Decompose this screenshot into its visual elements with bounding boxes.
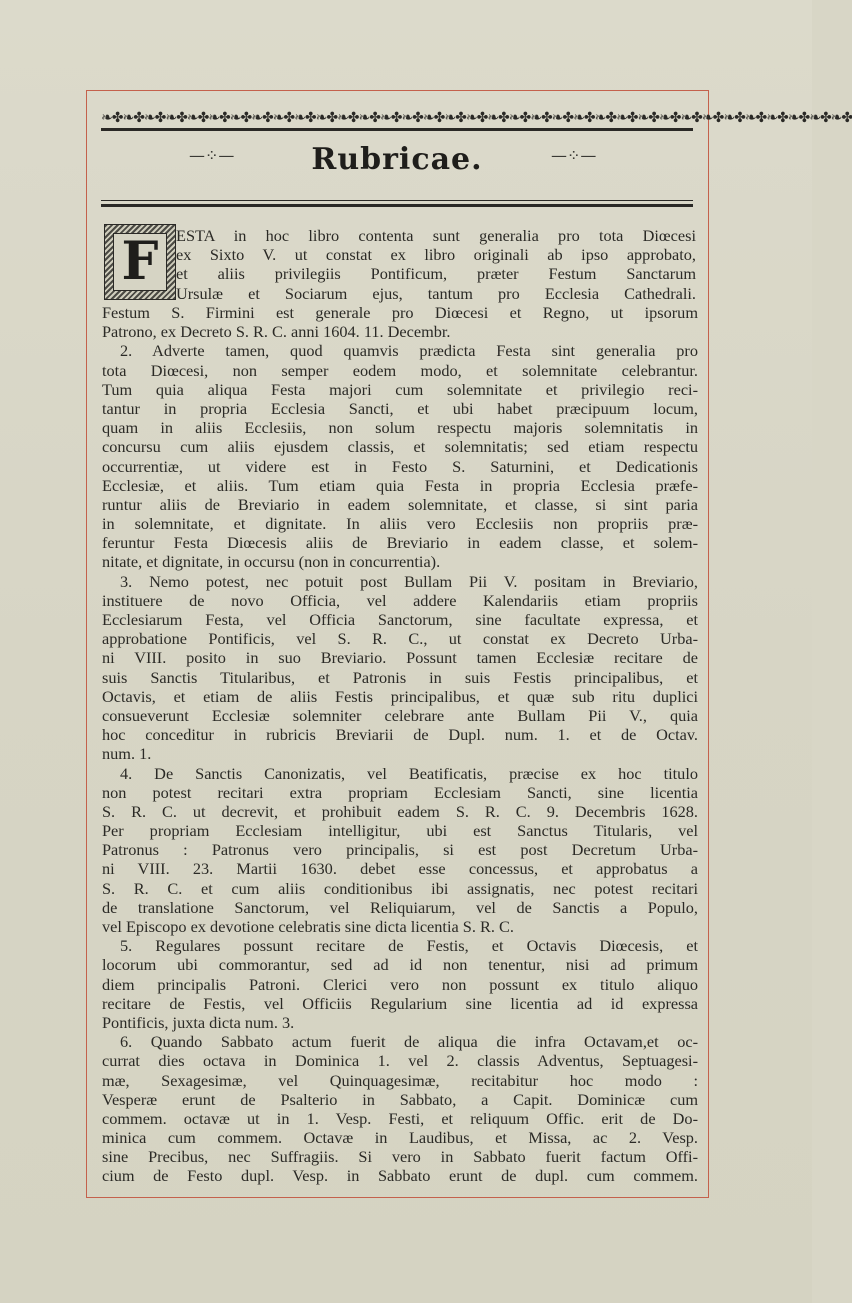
text-line: 3. Nemo potest, nec potuit post Bullam Pii V. positam in Breviario,	[120, 571, 698, 591]
text-line: approbatione Pontificis, vel S. R. C., ut constat ex Decreto Urba-	[102, 629, 698, 649]
text-line: Ursulæ et Sociarum ejus, tantum pro Ecclesia Cathedrali.	[176, 283, 696, 303]
text-line: cium de Festo dupl. Vesp. in Sabbato erunt de dupl. cum commem.	[102, 1166, 698, 1186]
text-line: ni VIII. 23. Martii 1630. debet esse concessus, et approbatus a	[102, 859, 698, 879]
text-line: instituere de novo Officia, vel addere Kalendariis etiam propriis	[102, 590, 698, 610]
text-line: Per propriam Ecclesiam intelligitur, ubi est Sanctus Titularis, vel	[102, 821, 698, 841]
text-line: feruntur Festa Diœcesis aliis de Breviario in eadem classe, et solem-	[102, 533, 698, 553]
text-line: non potest recitari extra propriam Ecclesiam Sancti, sine licentia	[102, 782, 698, 802]
text-line: de translatione Sanctorum, vel Reliquiarum, vel de Sanctis a Populo,	[102, 897, 698, 917]
text-line: Festum S. Firmini est generale pro Diœcesi et Regno, ut ipsorum	[102, 303, 698, 322]
text-line: mæ, Sexagesimæ, vel Quinquagesimæ, recitabitur hoc modo :	[102, 1070, 698, 1090]
text-line: quam in aliis Ecclesiis, non solum respectu majoris solemnitatis in	[102, 418, 698, 438]
text-line: tantur in propria Ecclesia Sancti, et ubi habet præcipuum locum,	[102, 398, 698, 418]
text-line: diem principalis Patroni. Clerici vero non possunt ex titulo aliquo	[102, 974, 698, 994]
text-line: concursu cum aliis ejusdem classis, et solemnitatis; sed etiam respectu	[102, 437, 698, 457]
text-line: num. 1.	[102, 744, 152, 764]
text-line: hoc conceditur in rubricis Breviarii de Dupl. num. 1. et de Octav.	[102, 725, 698, 745]
text-line: sine Precibus, nec Suffragiis. Si vero in Sabbato fuerit factum Offi-	[102, 1147, 698, 1167]
text-line: currat dies octava in Dominica 1. vel 2. classis Adventus, Septuagesi-	[102, 1051, 698, 1071]
text-line: 4. De Sanctis Canonizatis, vel Beatificatis, præcise ex hoc titulo	[120, 763, 698, 783]
text-line: recitare de Festis, vel Officiis Regularium sine licentia ad id expressa	[102, 993, 698, 1013]
text-line: Patrono, ex Decreto S. R. C. anni 1604. 11. Decembr.	[102, 322, 451, 342]
header-rule-top	[101, 128, 693, 131]
text-line: nitate, et dignitate, in occursu (non in concurrentia).	[102, 552, 441, 572]
header-rule-bottom-thick	[101, 204, 693, 207]
text-line: occurrentiæ, ut videre est in Festo S. Saturnini, et Dedicationis	[102, 456, 698, 476]
text-line: Ecclesiæ, et aliis. Tum etiam quia Festa in propria Ecclesia præfe-	[102, 475, 698, 495]
text-line: Ecclesiarum Festa, vel Officia Sanctorum, sine facultate expressa, et	[102, 610, 698, 629]
text-line: vel Episcopo ex devotione celebratis sine dicta licentia S. R. C.	[102, 917, 514, 936]
text-line: locorum ubi commorantur, sed ad id non tenentur, nisi ad primum	[102, 955, 698, 975]
decorated-initial	[104, 224, 176, 300]
text-line: et aliis privilegiis Pontificum, præter Festum Sanctarum	[176, 264, 696, 284]
text-line: consueverunt Ecclesiæ solemniter celebrare ante Bullam Pii V., quia	[102, 705, 698, 725]
text-line: 6. Quando Sabbato actum fuerit de aliqua die infra Octavam,et oc-	[120, 1032, 698, 1052]
right-flourish-icon: —⁘—	[551, 146, 597, 165]
first-paragraph	[176, 226, 696, 303]
text-line: Tum quia aliqua Festa majori cum solemnitate et privilegio reci-	[102, 379, 698, 399]
text-line: ex Sixto V. ut constat ex libro originali ab ipso approbato,	[176, 245, 696, 265]
text-line: S. R. C. et cum aliis conditionibus ibi assignatis, nec potest recitari	[102, 878, 698, 898]
initial-letter: F	[113, 233, 167, 291]
title-row	[101, 140, 693, 180]
text-line: 5. Regulares possunt recitare de Festis, et Octavis Diœcesis, et	[120, 936, 698, 956]
page-title: Rubricae.	[311, 142, 483, 177]
text-line: Patronus : Patronus vero principalis, si est post Decretum Urba-	[102, 840, 698, 860]
text-line: Pontificis, juxta dicta num. 3.	[102, 1012, 295, 1032]
header-rule-bottom-thin	[101, 200, 693, 201]
ornament-band: ❧✤❧✤❧✤❧✤❧✤❧✤❧✤❧✤❧✤❧✤❧✤❧✤❧✤❧✤❧✤❧✤❧✤❧✤❧✤❧✤❧✤❧✤❧✤❧✤❧✤❧✤❧✤❧✤❧✤❧✤❧✤❧✤❧✤❧✤❧✤	[101, 110, 852, 126]
text-line: minica cum commem. Octavæ in Laudibus, et Missa, ac 2. Vesp.	[102, 1128, 698, 1148]
text-line: ESTA in hoc libro contenta sunt generalia pro tota Diœcesi	[176, 226, 696, 245]
text-line: in solemnitate, et dignitate. In aliis vero Ecclesiis non propriis præ-	[102, 514, 698, 534]
rubric-text-body	[102, 303, 698, 1186]
text-line: 2. Adverte tamen, quod quamvis prædicta Festa sint generalia pro	[120, 341, 698, 361]
text-line: commem. octavæ ut in 1. Vesp. Festi, et reliquum Offic. erit de Do-	[102, 1108, 698, 1128]
text-line: S. R. C. ut decrevit, et prohibuit eadem S. R. C. 9. Decembris 1628.	[102, 801, 698, 821]
text-line: tota Diœcesi, non semper eodem modo, et solemnitate celebrantur.	[102, 360, 698, 380]
text-line: suis Sanctis Titularibus, et Patronis in suis Festis principalibus, et	[102, 667, 698, 687]
text-line: ni VIII. posito in suo Breviario. Possunt tamen Ecclesiæ recitare de	[102, 648, 698, 668]
text-line: runtur aliis de Breviario in eadem solemnitate, et classe, si sint paria	[102, 494, 698, 514]
text-line: Vesperæ erunt de Psalterio in Sabbato, a Capit. Dominicæ cum	[102, 1089, 698, 1109]
left-flourish-icon: —⁘—	[189, 146, 235, 165]
text-line: Octavis, et etiam de aliis Festis principalibus, et quæ sub ritu duplici	[102, 686, 698, 706]
